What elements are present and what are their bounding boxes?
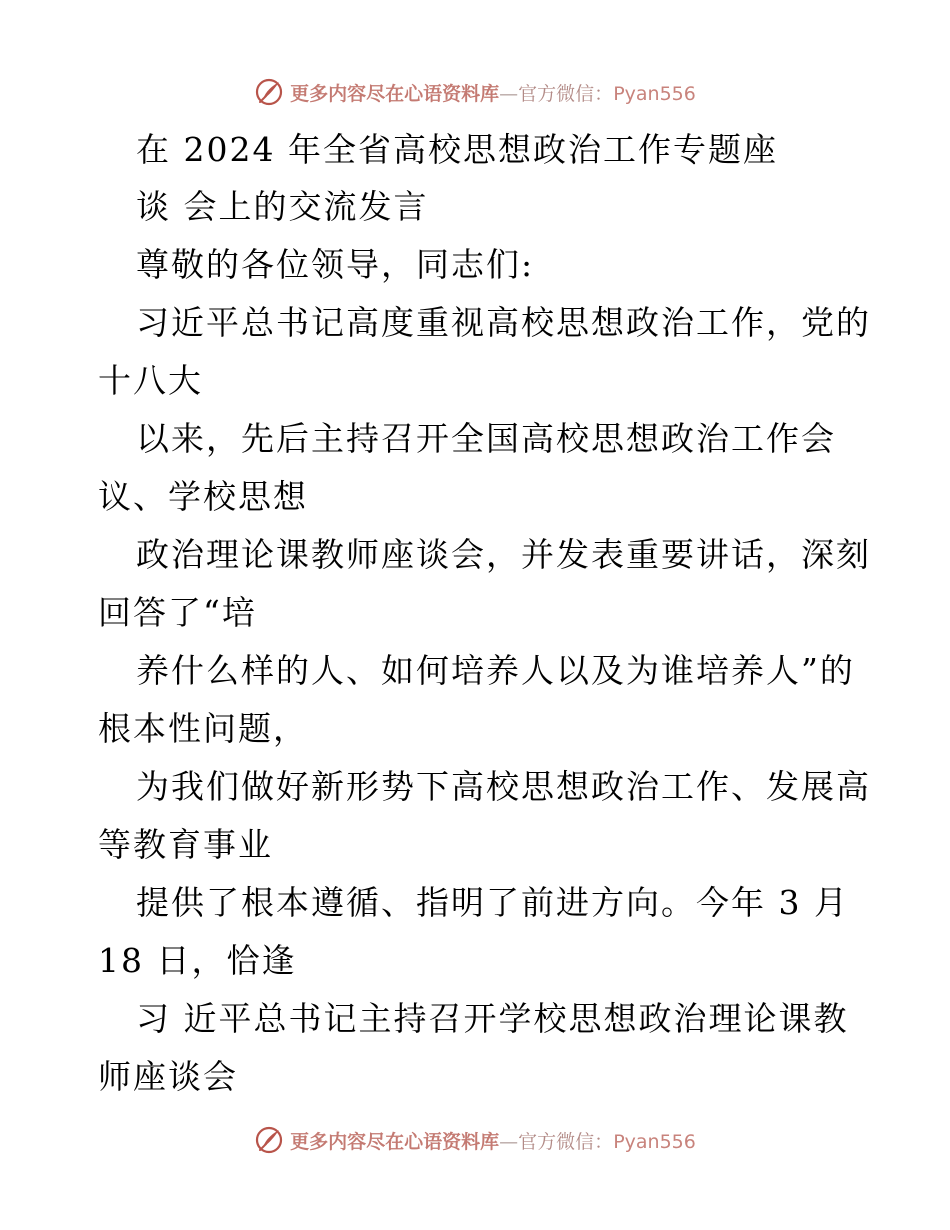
banner-account: Pyan556 bbox=[613, 1130, 696, 1153]
banner-brand: 更多内容尽在心语资料库 bbox=[290, 82, 500, 105]
banner-brand: 更多内容尽在心语资料库 bbox=[290, 1130, 500, 1153]
banner-contact-label: 官方微信： bbox=[518, 1130, 614, 1153]
paragraph-line: 以来，先后主持召开全国高校思想政治工作会 bbox=[136, 419, 836, 458]
paragraph-line: 议、学校思想 bbox=[98, 477, 308, 516]
paragraph-line: 等教育事业 bbox=[98, 825, 273, 864]
header-banner bbox=[0, 70, 950, 114]
paragraph-line: 政治理论课教师座谈会，并发表重要讲话，深刻 bbox=[136, 535, 871, 574]
banner-separator: — bbox=[499, 1130, 519, 1153]
paragraph-line: 回答了“培 bbox=[98, 593, 257, 632]
footer-banner bbox=[0, 1118, 950, 1162]
banner-account: Pyan556 bbox=[613, 82, 696, 105]
paragraph-line: 根本性问题， bbox=[98, 709, 308, 748]
paragraph-line: 习 近平总书记主持召开学校思想政治理论课教 bbox=[136, 999, 849, 1038]
banner-text bbox=[290, 1127, 696, 1154]
paragraph-line: 师座谈会 bbox=[98, 1057, 238, 1096]
salutation: 尊敬的各位领导，同志们: bbox=[136, 245, 535, 284]
document-title-line-1: 在 2024 年全省高校思想政治工作专题座 bbox=[136, 130, 778, 169]
paragraph-line: 习近平总书记高度重视高校思想政治工作，党的 bbox=[136, 303, 871, 342]
paragraph-line: 养什么样的人、如何培养人以及为谁培养人”的 bbox=[136, 651, 855, 690]
banner-text bbox=[290, 79, 696, 106]
feather-pen-logo-icon bbox=[254, 1125, 284, 1155]
banner-contact-label: 官方微信： bbox=[518, 82, 614, 105]
paragraph-line: 18 日，恰逢 bbox=[98, 941, 297, 980]
document-title-line-2: 谈 会上的交流发言 bbox=[136, 187, 429, 226]
paragraph-line: 为我们做好新形势下高校思想政治工作、发展高 bbox=[136, 767, 871, 806]
banner-separator: — bbox=[499, 82, 519, 105]
feather-pen-logo-icon bbox=[254, 77, 284, 107]
paragraph-line: 提供了根本遵循、指明了前进方向。今年 3 月 bbox=[136, 883, 849, 922]
paragraph-line: 十八大 bbox=[98, 361, 203, 400]
